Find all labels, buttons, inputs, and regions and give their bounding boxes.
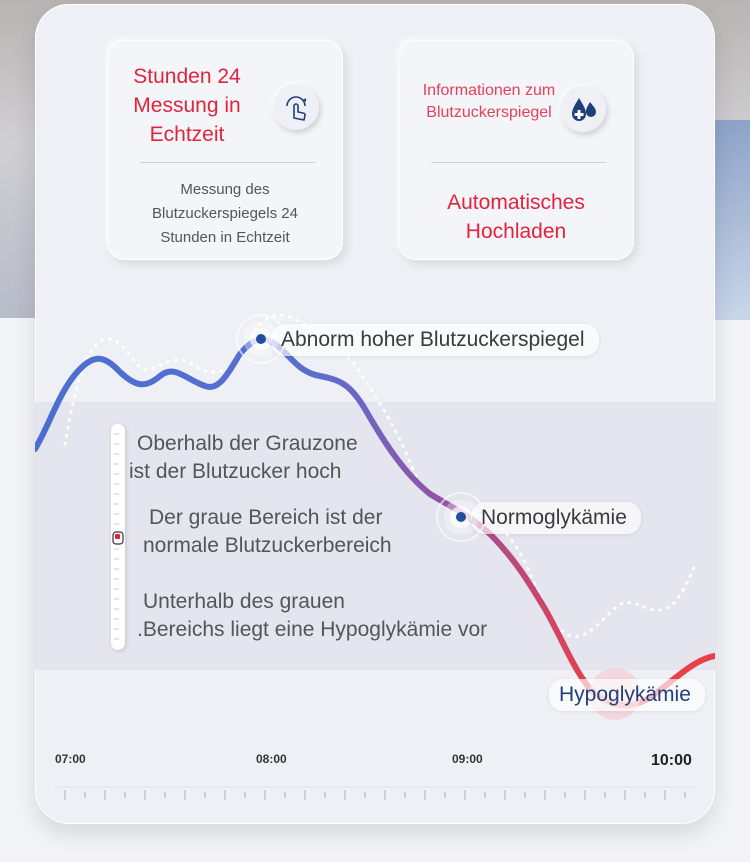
zone-text-line: Der graue Bereich ist der (149, 506, 383, 529)
time-label-0800: 08:00 (256, 752, 287, 766)
label-hypoglycemia: Hypoglykämie (549, 679, 705, 711)
card-desc-line: Automatisches (447, 191, 585, 214)
zone-text-line: Oberhalb der Grauzone (137, 432, 358, 455)
card-title-line: Informationen zum (422, 82, 556, 99)
card-title-line: Stunden 24 (133, 65, 241, 88)
zone-above-text (129, 430, 358, 486)
card-title-line: Echtzeit (149, 123, 225, 146)
normal-marker (456, 512, 466, 522)
time-label-0700: 07:00 (55, 752, 86, 766)
zone-text-line: ist der Blutzucker hoch (129, 460, 342, 483)
main-panel (35, 4, 715, 824)
zone-text-line: Unterhalb des grauen (143, 590, 345, 613)
card-desc-line: Messung des (180, 181, 270, 198)
glucose-scale-ruler (111, 424, 125, 650)
label-high-glucose: Abnorm hoher Blutzuckerspiegel (271, 324, 599, 356)
high-marker (256, 334, 266, 344)
zone-text-line: normale Blutzuckerbereich (143, 534, 392, 557)
card-desc-line: Blutzuckerspiegels 24 (152, 205, 298, 222)
card-desc-line: Hochladen (465, 220, 567, 243)
time-label-1000: 10:00 (651, 752, 692, 769)
time-axis-ticks (55, 784, 695, 804)
time-label-0900: 09:00 (452, 752, 483, 766)
zone-below-text (137, 588, 488, 644)
zone-inside-text (143, 504, 392, 560)
card-title-line: Messung in (133, 94, 241, 117)
card-desc-line: Stunden in Echtzeit (160, 229, 290, 246)
zone-text-line: .Bereichs liegt eine Hypoglykämie vor (137, 618, 488, 641)
label-normoglycemia: Normoglykämie (471, 502, 641, 534)
card-title-line: Blutzuckerspiegel (426, 104, 552, 121)
